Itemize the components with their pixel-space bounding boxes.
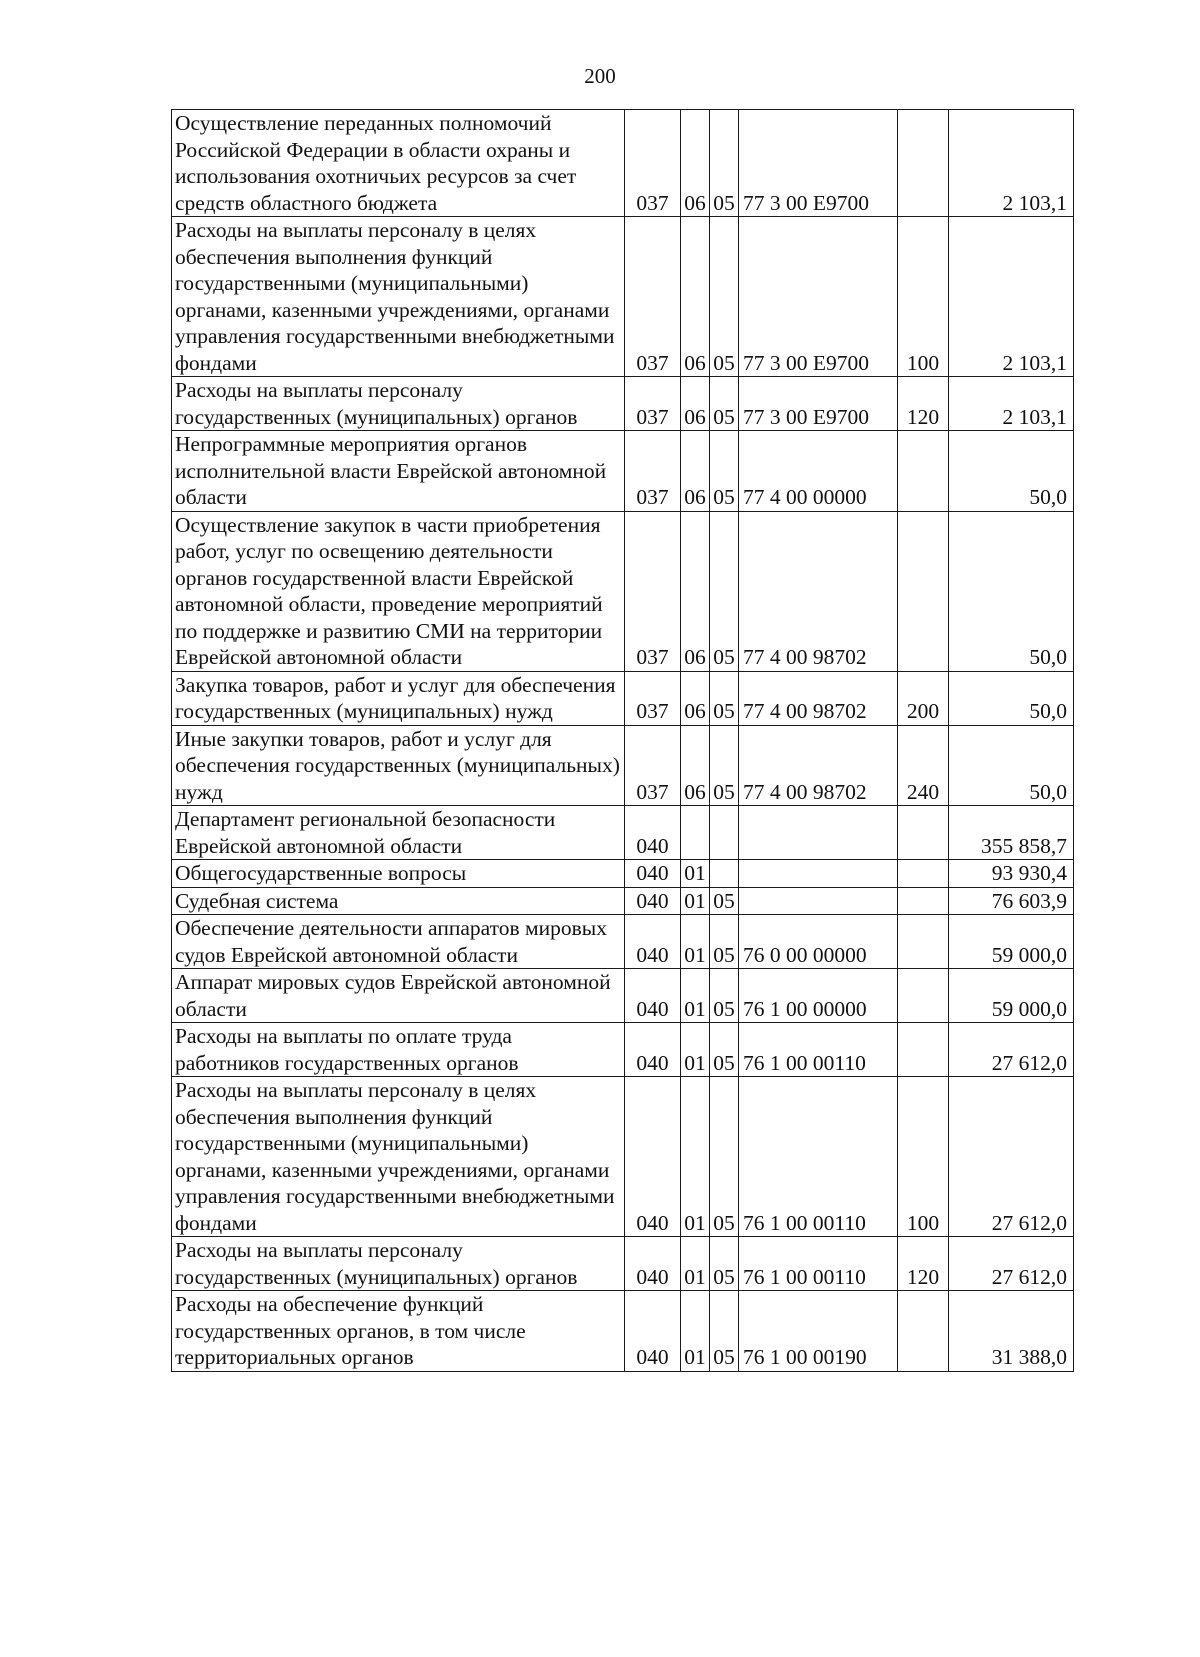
table-row: [172, 671, 1074, 725]
expense-name-cell: Расходы на обеспечение функций государственных органов, в том числе территориальных органов: [172, 1291, 625, 1372]
section-code-cell: 01: [681, 1237, 710, 1291]
expense-type-code-cell: [898, 431, 949, 512]
expense-name-cell: Расходы на выплаты персоналу в целях обеспечения выполнения функций государственными (муниципальными) органами, казенными учреждениями, органами управления государственными внебюджетными фондами: [172, 1077, 625, 1237]
ministry-code-cell: 040: [625, 806, 681, 860]
ministry-code-cell: 037: [625, 671, 681, 725]
expense-name-cell: Иные закупки товаров, работ и услуг для обеспечения государственных (муниципальных) нужд: [172, 725, 625, 806]
subsection-code-cell: 05: [710, 511, 739, 671]
table-row: [172, 431, 1074, 512]
ministry-code-cell: 040: [625, 969, 681, 1023]
subsection-code-cell: 05: [710, 725, 739, 806]
expense-type-code-cell: 100: [898, 217, 949, 377]
amount-cell: 27 612,0: [949, 1023, 1074, 1077]
section-code-cell: 01: [681, 1291, 710, 1372]
section-code-cell: 06: [681, 725, 710, 806]
subsection-code-cell: 05: [710, 915, 739, 969]
subsection-code-cell: 05: [710, 217, 739, 377]
expense-type-code-cell: 100: [898, 1077, 949, 1237]
ministry-code-cell: 037: [625, 511, 681, 671]
target-article-code-cell: [739, 860, 898, 888]
subsection-code-cell: 05: [710, 671, 739, 725]
amount-cell: 50,0: [949, 725, 1074, 806]
budget-table: [171, 109, 1074, 1372]
amount-cell: 27 612,0: [949, 1237, 1074, 1291]
expense-type-code-cell: [898, 1023, 949, 1077]
ministry-code-cell: 037: [625, 217, 681, 377]
page-number: 200: [584, 64, 616, 88]
target-article-code-cell: 77 3 00 E9700: [739, 377, 898, 431]
ministry-code-cell: 040: [625, 860, 681, 888]
subsection-code-cell: [710, 860, 739, 888]
ministry-code-cell: 040: [625, 1237, 681, 1291]
expense-type-code-cell: [898, 511, 949, 671]
section-code-cell: 06: [681, 377, 710, 431]
expense-type-code-cell: [898, 915, 949, 969]
ministry-code-cell: 040: [625, 887, 681, 915]
amount-cell: 27 612,0: [949, 1077, 1074, 1237]
section-code-cell: 06: [681, 217, 710, 377]
expense-type-code-cell: [898, 969, 949, 1023]
amount-cell: 93 930,4: [949, 860, 1074, 888]
amount-cell: 76 603,9: [949, 887, 1074, 915]
ministry-code-cell: 040: [625, 1023, 681, 1077]
expense-name-cell: Расходы на выплаты персоналу государственных (муниципальных) органов: [172, 1237, 625, 1291]
expense-name-cell: Обеспечение деятельности аппаратов мировых судов Еврейской автономной области: [172, 915, 625, 969]
amount-cell: 2 103,1: [949, 377, 1074, 431]
target-article-code-cell: 76 1 00 00190: [739, 1291, 898, 1372]
table-row: [172, 1291, 1074, 1372]
table-row: [172, 1023, 1074, 1077]
table-row: [172, 1237, 1074, 1291]
expense-name-cell: Расходы на выплаты персоналу в целях обеспечения выполнения функций государственными (муниципальными) органами, казенными учреждениями, органами управления государственными внебюджетными фондами: [172, 217, 625, 377]
expense-type-code-cell: 120: [898, 377, 949, 431]
expense-type-code-cell: [898, 1291, 949, 1372]
target-article-code-cell: 76 1 00 00000: [739, 969, 898, 1023]
section-code-cell: [681, 806, 710, 860]
ministry-code-cell: 037: [625, 431, 681, 512]
expense-type-code-cell: 240: [898, 725, 949, 806]
expense-name-cell: Осуществление закупок в части приобретения работ, услуг по освещению деятельности органов государственной власти Еврейской автономной области, проведение мероприятий по поддержке и развитию СМИ на территории Еврейской автономной области: [172, 511, 625, 671]
target-article-code-cell: 77 4 00 98702: [739, 511, 898, 671]
amount-cell: 2 103,1: [949, 217, 1074, 377]
table-row: [172, 969, 1074, 1023]
section-code-cell: 01: [681, 915, 710, 969]
expense-type-code-cell: [898, 110, 949, 217]
expense-name-cell: Судебная система: [172, 887, 625, 915]
table-row: [172, 725, 1074, 806]
subsection-code-cell: 05: [710, 1237, 739, 1291]
amount-cell: 50,0: [949, 671, 1074, 725]
table-row: [172, 217, 1074, 377]
target-article-code-cell: 77 4 00 98702: [739, 725, 898, 806]
section-code-cell: 06: [681, 671, 710, 725]
target-article-code-cell: 76 1 00 00110: [739, 1077, 898, 1237]
amount-cell: 2 103,1: [949, 110, 1074, 217]
section-code-cell: 01: [681, 860, 710, 888]
amount-cell: 59 000,0: [949, 915, 1074, 969]
expense-name-cell: Расходы на выплаты по оплате труда работников государственных органов: [172, 1023, 625, 1077]
section-code-cell: 06: [681, 431, 710, 512]
expense-name-cell: Общегосударственные вопросы: [172, 860, 625, 888]
amount-cell: 50,0: [949, 431, 1074, 512]
target-article-code-cell: 76 1 00 00110: [739, 1237, 898, 1291]
section-code-cell: 01: [681, 1077, 710, 1237]
target-article-code-cell: 77 3 00 E9700: [739, 217, 898, 377]
subsection-code-cell: 05: [710, 377, 739, 431]
subsection-code-cell: 05: [710, 887, 739, 915]
target-article-code-cell: [739, 887, 898, 915]
expense-type-code-cell: 120: [898, 1237, 949, 1291]
section-code-cell: 01: [681, 887, 710, 915]
amount-cell: 59 000,0: [949, 969, 1074, 1023]
target-article-code-cell: 76 0 00 00000: [739, 915, 898, 969]
table-row: [172, 110, 1074, 217]
ministry-code-cell: 037: [625, 377, 681, 431]
subsection-code-cell: 05: [710, 431, 739, 512]
table-row: [172, 860, 1074, 888]
target-article-code-cell: 77 4 00 98702: [739, 671, 898, 725]
table-row: [172, 511, 1074, 671]
table-row: [172, 377, 1074, 431]
expense-type-code-cell: [898, 806, 949, 860]
subsection-code-cell: 05: [710, 1291, 739, 1372]
table-row: [172, 887, 1074, 915]
table-row: [172, 1077, 1074, 1237]
ministry-code-cell: 040: [625, 1291, 681, 1372]
subsection-code-cell: 05: [710, 969, 739, 1023]
ministry-code-cell: 040: [625, 1077, 681, 1237]
target-article-code-cell: 77 3 00 E9700: [739, 110, 898, 217]
section-code-cell: 06: [681, 511, 710, 671]
expense-type-code-cell: [898, 887, 949, 915]
table-row: [172, 915, 1074, 969]
expense-name-cell: Закупка товаров, работ и услуг для обеспечения государственных (муниципальных) нужд: [172, 671, 625, 725]
subsection-code-cell: [710, 806, 739, 860]
target-article-code-cell: 77 4 00 00000: [739, 431, 898, 512]
section-code-cell: 01: [681, 1023, 710, 1077]
expense-name-cell: Департамент региональной безопасности Еврейской автономной области: [172, 806, 625, 860]
target-article-code-cell: [739, 806, 898, 860]
ministry-code-cell: 037: [625, 725, 681, 806]
expense-name-cell: Непрограммные мероприятия органов исполнительной власти Еврейской автономной области: [172, 431, 625, 512]
table-body: [172, 110, 1074, 1372]
target-article-code-cell: 76 1 00 00110: [739, 1023, 898, 1077]
amount-cell: 355 858,7: [949, 806, 1074, 860]
table-row: [172, 806, 1074, 860]
amount-cell: 50,0: [949, 511, 1074, 671]
expense-name-cell: Аппарат мировых судов Еврейской автономной области: [172, 969, 625, 1023]
section-code-cell: 06: [681, 110, 710, 217]
subsection-code-cell: 05: [710, 1077, 739, 1237]
expense-type-code-cell: 200: [898, 671, 949, 725]
ministry-code-cell: 037: [625, 110, 681, 217]
expense-name-cell: Расходы на выплаты персоналу государственных (муниципальных) органов: [172, 377, 625, 431]
subsection-code-cell: 05: [710, 110, 739, 217]
section-code-cell: 01: [681, 969, 710, 1023]
expense-name-cell: Осуществление переданных полномочий Российской Федерации в области охраны и использования охотничьих ресурсов за счет средств областного бюджета: [172, 110, 625, 217]
expense-type-code-cell: [898, 860, 949, 888]
subsection-code-cell: 05: [710, 1023, 739, 1077]
amount-cell: 31 388,0: [949, 1291, 1074, 1372]
ministry-code-cell: 040: [625, 915, 681, 969]
